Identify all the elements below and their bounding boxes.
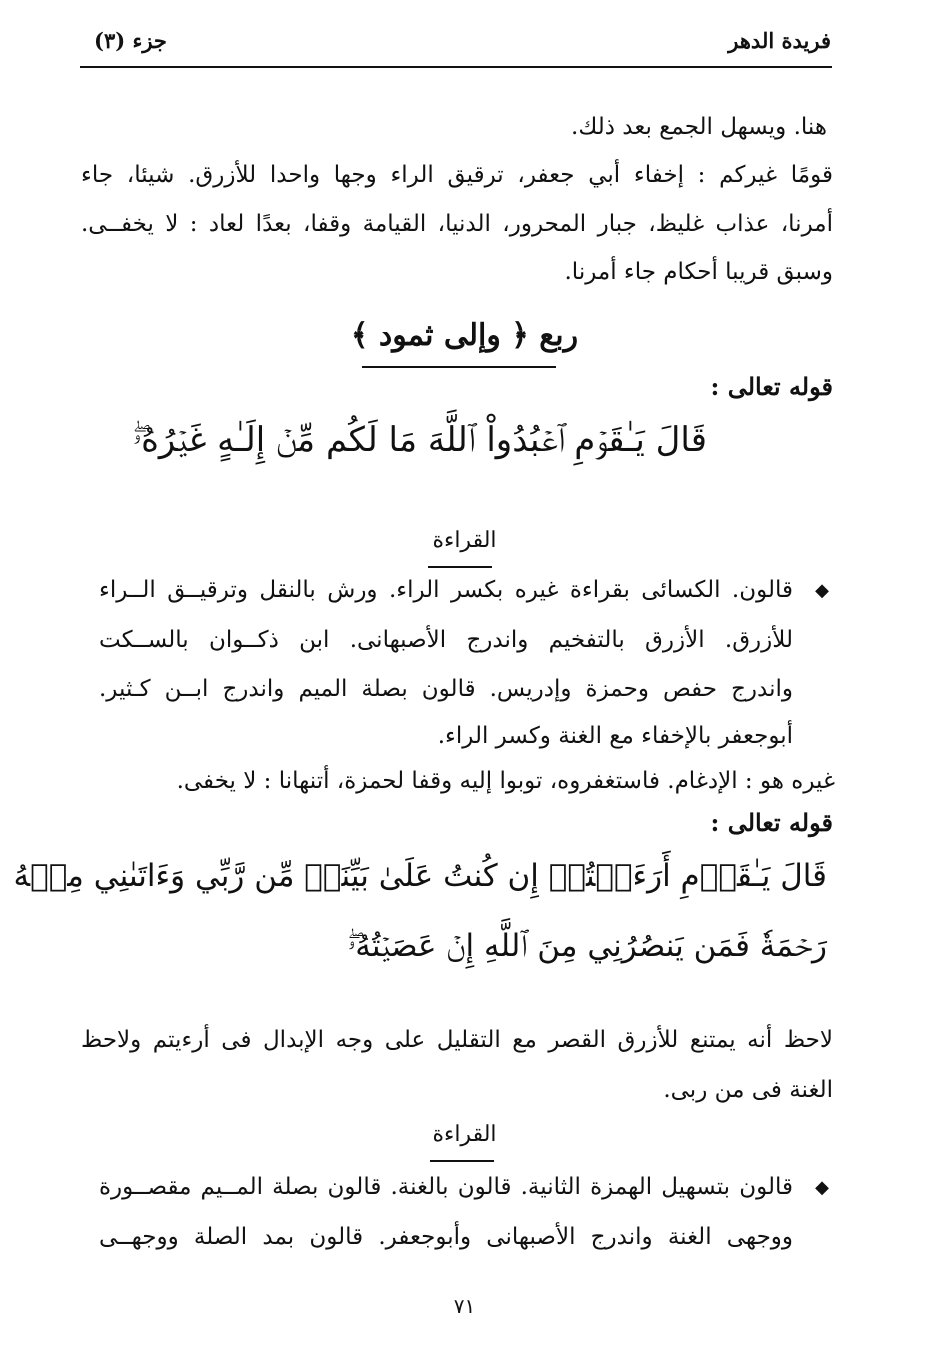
reading-heading-underline [428, 566, 492, 568]
page-number: ٧١ [453, 1294, 476, 1318]
diamond-bullet-icon: ◆ [815, 580, 829, 601]
reading-heading: القراءة [432, 528, 497, 553]
intro-line: هنا. ويسهل الجمع بعد ذلك. [571, 114, 827, 140]
verse-label: قوله تعالى : [710, 808, 833, 837]
reading-line: قالون. الكسائى بقراءة غيره بكسر الراء. ورش بالنقل وترقيــق الــراء [99, 577, 793, 603]
section-title-underline [362, 366, 556, 368]
quran-verse: قَالَ يَـٰقَوۡمِ أَرَءَيۡتُمۡ إِن كُنتُ عَلَىٰ بَيِّنَةٖ مِّن رَّبِّي وَءَاتَىٰنِي مِنۡهُ [13, 858, 827, 894]
reading-heading-underline [430, 1160, 494, 1162]
reading-line: أبوجعفر بالإخفاء مع الغنة وكسر الراء. [437, 723, 793, 749]
note-line: لاحظ أنه يمتنع للأزرق القصر مع التقليل على وجه الإبدال فى أرءيتم ولاحظ [81, 1027, 833, 1053]
quran-verse: قَالَ يَـٰقَوۡمِ ٱعۡبُدُواْ ٱللَّهَ مَا لَكُم مِّنۡ إِلَـٰهٍ غَيۡرُهُۥۖ [132, 420, 707, 460]
intro-line: قومًا غيركم : إخفاء أبي جعفر، ترقيق الراء وجها واحدا للأزرق. شيئا، جاء [81, 162, 833, 188]
reading-heading: القراءة [432, 1122, 497, 1147]
verse-label: قوله تعالى : [710, 372, 833, 401]
note-line: الغنة فى من ربى. [663, 1077, 833, 1103]
intro-line: وسبق قريبا أحكام جاء أمرنا. [564, 259, 833, 285]
note-line: غيره هو : الإدغام. فاستغفروه، توبوا إليه وقفا لحمزة، أتنهانا : لا يخفى. [176, 768, 835, 794]
book-title: فريدة الدهر [728, 28, 831, 53]
quran-verse: رَحۡمَةٗ فَمَن يَنصُرُنِي مِنَ ٱللَّهِ إِنۡ عَصَيۡتُهُۥۖ [347, 928, 827, 964]
section-title: ربع ﴿ وإلى ثمود ﴾ [350, 318, 579, 353]
part-number: جزء (٣) [94, 28, 167, 53]
reading-line: واندرج حفص وحمزة وإدريس. قالون بصلة الميم واندرج ابــن كـثير. [99, 676, 793, 702]
reading-line: قالون بتسهيل الهمزة الثانية. قالون بالغنة. قالون بصلة المــيم مقصــورة [99, 1174, 793, 1200]
intro-line: أمرنا، عذاب غليظ، جبار المحرور، الدنيا، القيامة وقفا، بعدًا لعاد : لا يخفــى. [81, 211, 833, 237]
reading-line: للأزرق. الأزرق بالتفخيم واندرج الأصبهانى. ابن ذكــوان بالســكت [99, 627, 793, 653]
reading-line: ووجهى الغنة واندرج الأصبهانى وأبوجعفر. قالون بمد الصلة ووجهــى [99, 1224, 793, 1250]
diamond-bullet-icon: ◆ [815, 1177, 829, 1198]
header-rule [80, 66, 832, 68]
